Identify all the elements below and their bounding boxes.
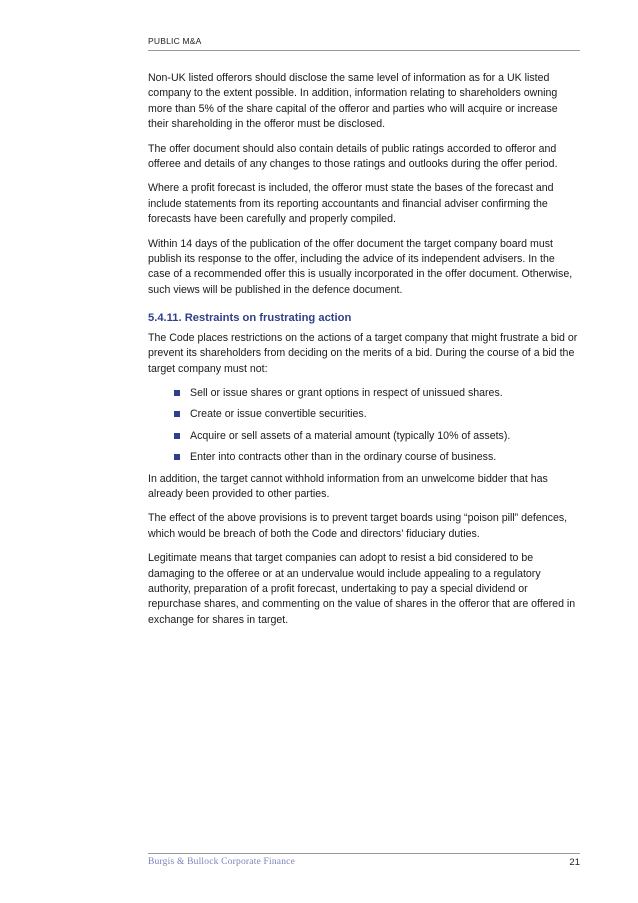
square-bullet-icon — [174, 454, 180, 460]
paragraph-poison-pill: The effect of the above provisions is to prevent target boards using “poison pill” defences, which would be breach of both the Code and directors’ fiduciary duties. — [148, 512, 568, 540]
document-body — [148, 71, 580, 637]
square-bullet-icon — [174, 433, 180, 439]
square-bullet-icon — [174, 390, 180, 396]
paragraph-target-response: Within 14 days of the publication of the offer document the target company board must publish its response to the offer, including the advice of its independent advisers. In the case of a recommended offer this is usually incorporated in the offer document. Otherwise, such views will be published in the defence document. — [148, 237, 573, 296]
section-heading: 5.4.11. Restraints on frustrating action — [148, 312, 352, 325]
paragraph-ratings: The offer document should also contain details of public ratings accorded to offeror and offeree and details of any changes to those ratings and outlooks during the offer period. — [148, 142, 558, 171]
paragraph-non-uk-offerors: Non-UK listed offerors should disclose the same level of information as for a UK listed company to the extent possible. In addition, information relating to shareholders owning more than 5% of the share capital of the offeror and parties who will acquire or increase their shareholding in the offeror must be disclosed. — [148, 72, 558, 131]
restrictions-list — [148, 386, 580, 466]
footer-divider — [148, 853, 580, 854]
page-number: 21 — [569, 857, 580, 868]
list-item-text: Sell or issue shares or grant options in respect of unissued shares. — [190, 386, 503, 399]
paragraph-code-restrictions: The Code places restrictions on the actions of a target company that might frustrate a bid or prevent its shareholders from deciding on the merits of a bid. During the course of a bid the target company must not: — [148, 331, 578, 375]
paragraph-withhold-info: In addition, the target cannot withhold information from an unwelcome bidder that has already been provided to other parties. — [148, 472, 548, 500]
list-item — [174, 407, 580, 422]
list-item — [174, 429, 580, 444]
header-divider — [148, 50, 580, 51]
paragraph-profit-forecast: Where a profit forecast is included, the offeror must state the bases of the forecast and include statements from its reporting accountants and financial adviser confirming the forecasts have been carefully and properly compiled. — [148, 182, 554, 226]
list-item — [174, 450, 580, 465]
paragraph-legitimate-means: Legitimate means that target companies can adopt to resist a bid considered to be damaging to the offeree or at an undervalue would include appealing to a regulatory authority, preparation of a profit forecast, undertaking to pay a special dividend or repurchase shares, and commenting on the value of shares in the offeror that are offered in exchange for shares in target. — [148, 552, 576, 626]
list-item-text: Acquire or sell assets of a material amount (typically 10% of assets). — [190, 429, 511, 442]
list-item-text: Create or issue convertible securities. — [190, 408, 367, 421]
page-header: PUBLIC M&A — [148, 36, 202, 46]
list-item — [174, 386, 580, 401]
square-bullet-icon — [174, 411, 180, 417]
list-item-text: Enter into contracts other than in the ordinary course of business. — [190, 451, 497, 464]
footer-company-name: Burgis & Bullock Corporate Finance — [148, 857, 295, 867]
